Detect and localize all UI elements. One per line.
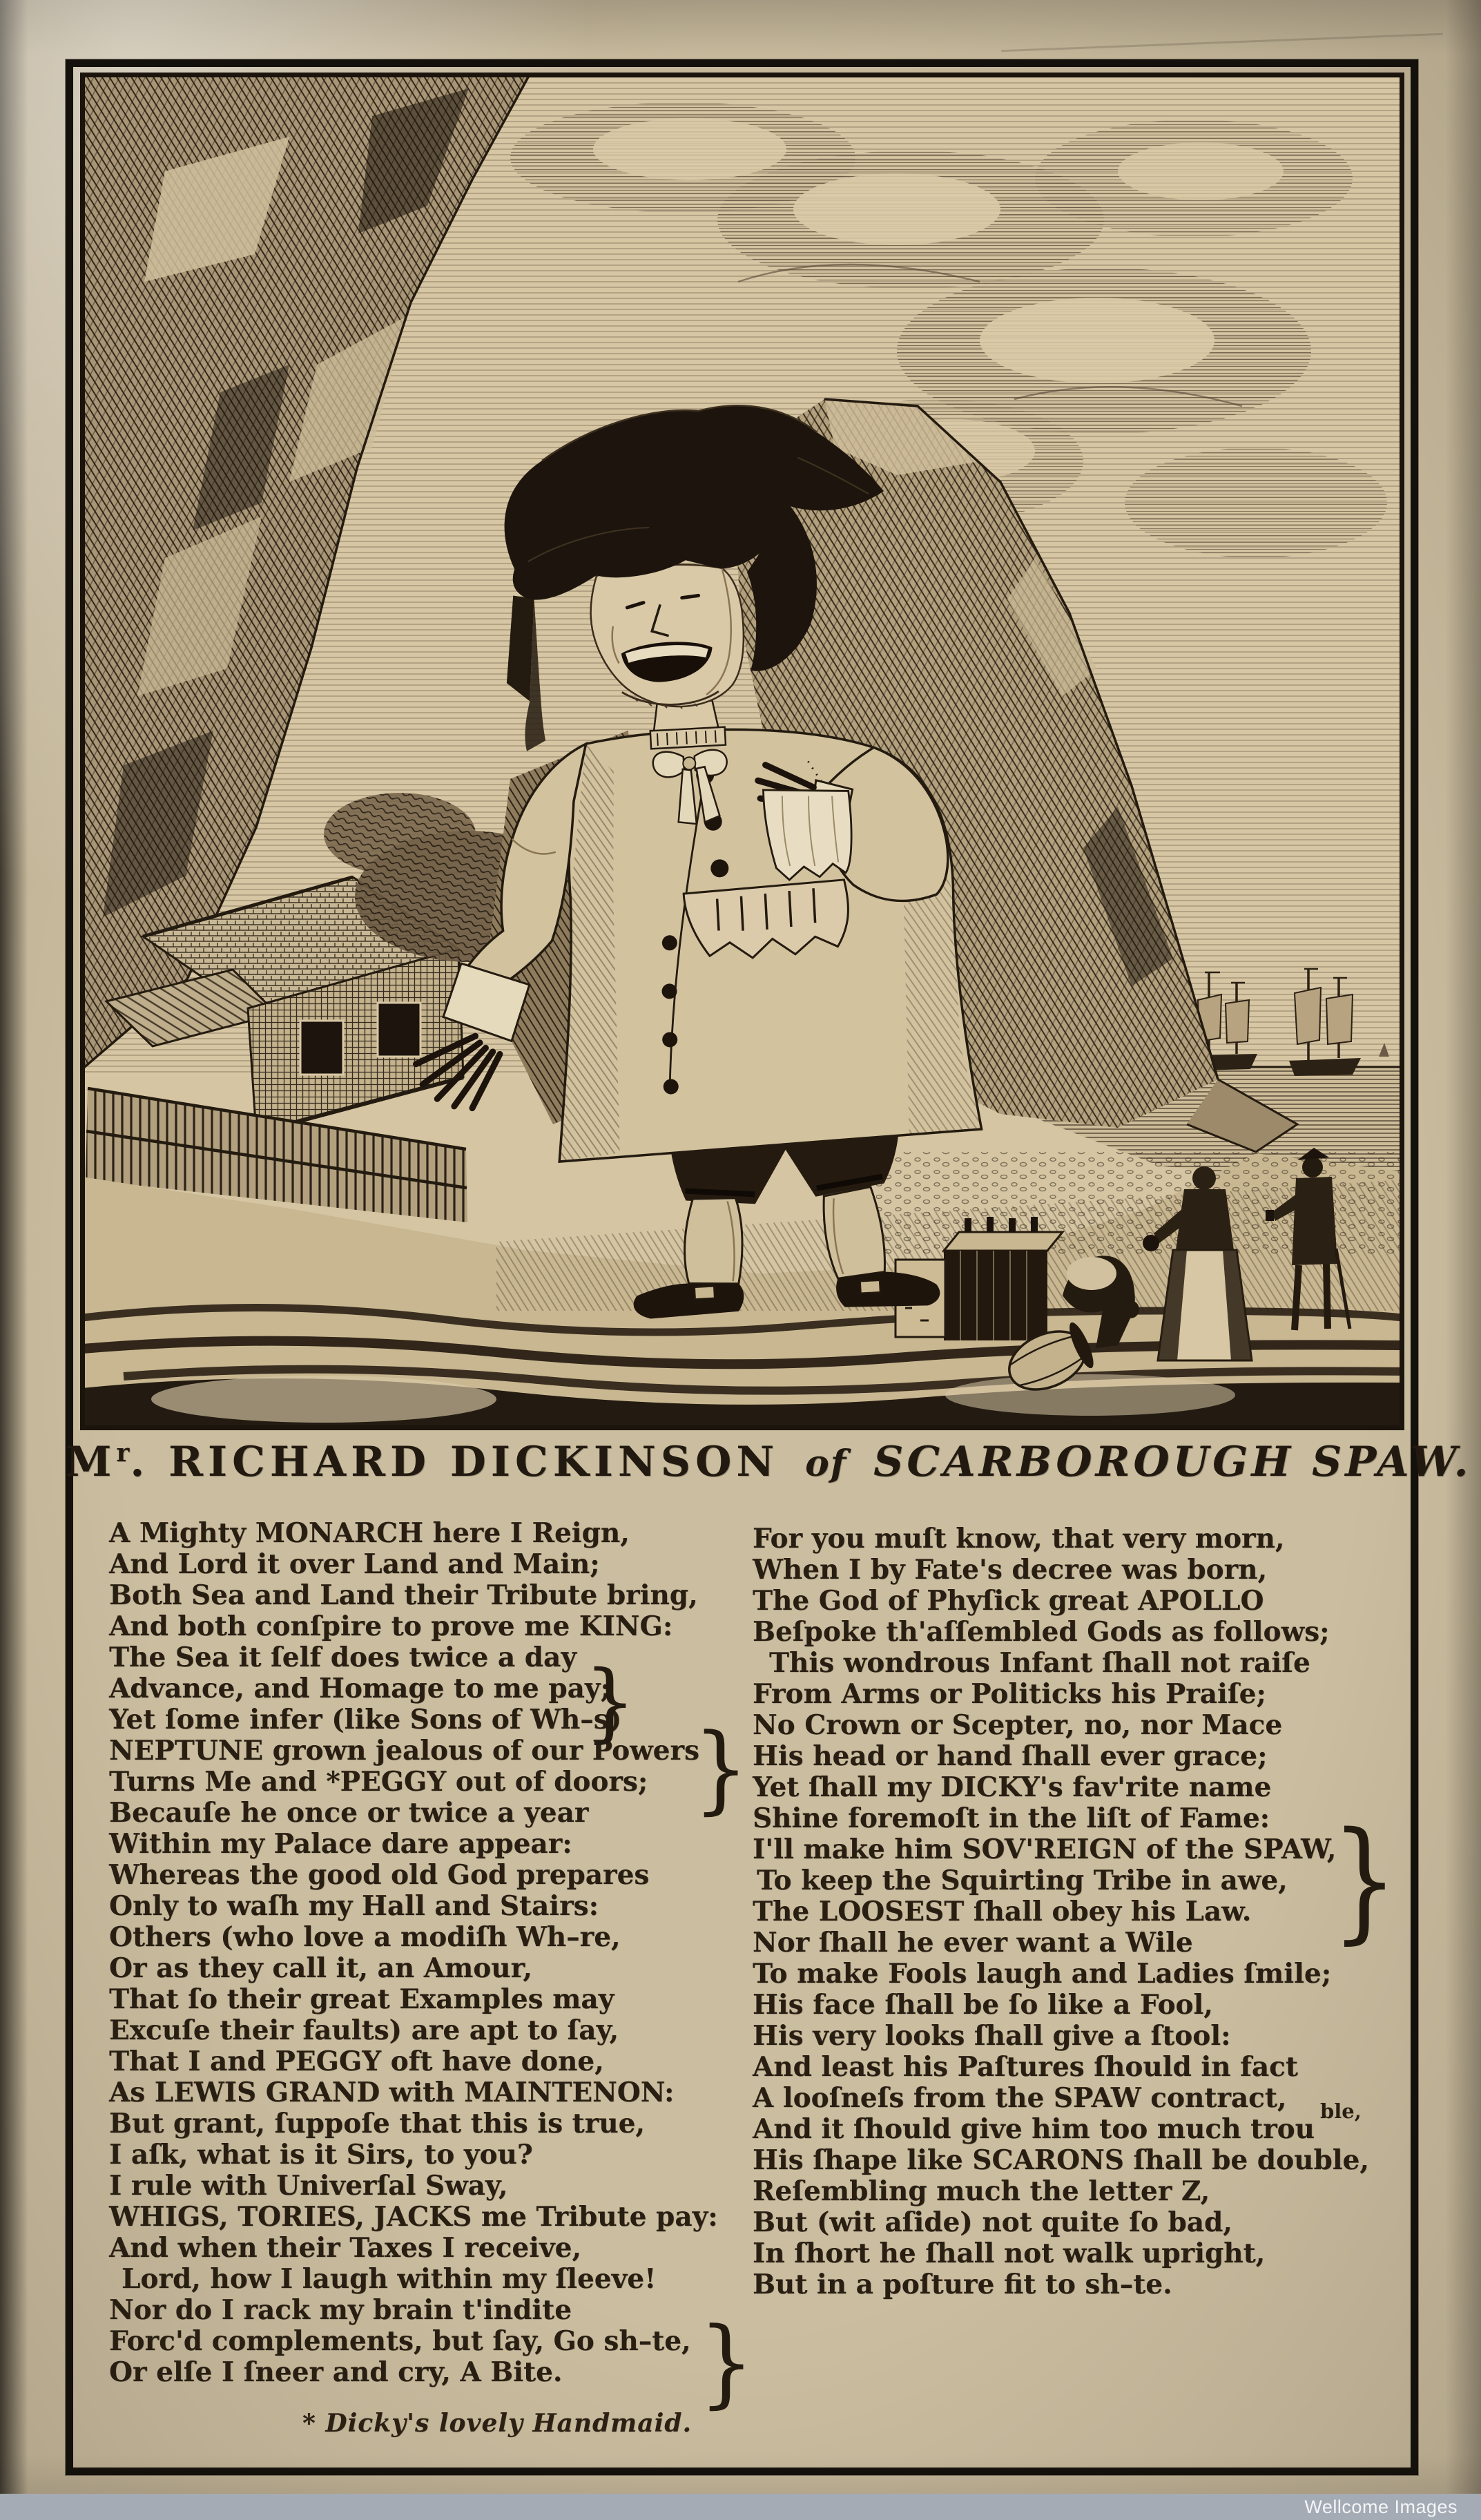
poem-line: Excuſe their faults) are apt to ſay,	[109, 2014, 619, 2046]
watermark-label: Wellcome Images	[1304, 2496, 1458, 2517]
title-place: SCARBOROUGH SPAW.	[873, 1438, 1472, 1486]
poem-column-left	[109, 1518, 744, 2388]
poem-line: Forc'd complements, but ſay, Go sh–te,	[109, 2325, 691, 2357]
poem-line: But in a poſture fit to sh–te.	[753, 2269, 1172, 2300]
poem-line: His face ſhall be ſo like a Fool,	[753, 1989, 1213, 2021]
poem-line: Advance, and Homage to me pay;	[109, 1673, 610, 1704]
verse-brace: }	[1331, 1803, 1398, 1956]
poem-line: Lord, how I laugh within my ſleeve!	[122, 2263, 657, 2295]
poem-line: Both Sea and Land their Tribute bring,	[109, 1579, 698, 1611]
poem-line: Only to waſh my Hall and Stairs:	[109, 1890, 599, 1922]
poem-line: His head or hand ſhall ever grace;	[753, 1740, 1268, 1772]
poem-line: In ſhort he ſhall not walk upright,	[753, 2238, 1266, 2269]
stocking	[681, 1196, 744, 1286]
verse-brace: }	[693, 1712, 749, 1825]
poem-line: NEPTUNE grown jealous of our Powers	[109, 1735, 699, 1767]
poem-line: And least his Paſtures ſhould in fact	[753, 2051, 1298, 2083]
poem-line: Becauſe he once or twice a year	[109, 1797, 589, 1829]
poem-line: I rule with Univerſal Sway,	[109, 2170, 508, 2202]
poem-line: To make Fools laugh and Ladies ſmile;	[753, 1958, 1332, 1990]
poem-line: Yet ſhall my DICKY's fav'rite name	[753, 1771, 1272, 1803]
poem-line: And both conſpire to prove me KING:	[109, 1610, 673, 1642]
poem-line: For you muſt know, that very morn,	[753, 1523, 1285, 1555]
poem-line: Beſpoke th'aſſembled Gods as follows;	[753, 1616, 1330, 1648]
etching-illustration	[82, 75, 1402, 1428]
poem-line: And it ſhould give him too much trou	[753, 2113, 1315, 2145]
etching-panel	[82, 75, 1402, 1428]
cottage-window	[300, 1021, 343, 1075]
poem-line: The LOOSEST ſhall obey his Law.	[753, 1896, 1252, 1927]
poem-line: Or as they call it, an Amour,	[109, 1952, 532, 1984]
verse-brace: }	[699, 2306, 755, 2418]
poem-line: The God of Phyſick great APOLLO	[753, 1585, 1264, 1617]
poem-line: I'll make him SOV'REIGN of the SPAW,	[753, 1834, 1337, 1865]
watermark-bar	[0, 2494, 1481, 2520]
poem-line: Turns Me and *PEGGY out of doors;	[109, 1766, 648, 1798]
footnote: * Dicky's lovely Handmaid.	[302, 2409, 692, 2438]
poem-line: But (wit aſide) not quite ſo bad,	[753, 2206, 1232, 2238]
poem-line: And when their Taxes I receive,	[109, 2232, 582, 2264]
poem-line: Yet ſome infer (like Sons of Wh–s)	[109, 1704, 622, 1735]
poem-line: A looſneſs from the SPAW contract,	[753, 2082, 1287, 2114]
poem-line: His ſhape like SCARONS ſhall be double,	[753, 2144, 1369, 2176]
cottage-window	[378, 1003, 420, 1057]
page-title	[66, 1438, 1472, 1486]
poem-line: Within my Palace dare appear:	[109, 1828, 572, 1860]
poem-line: That ſo their great Examples may	[109, 1983, 614, 2015]
poem-line: But grant, ſuppoſe that this is true,	[109, 2108, 645, 2139]
poem-line: I aſk, what is it Sirs, to you?	[109, 2139, 533, 2171]
poem-line: As LEWIS GRAND with MAINTENON:	[109, 2077, 675, 2108]
poem-line: And Lord it over Land and Main;	[109, 1548, 600, 1580]
poem-line: Or elſe I ſneer and cry, A Bite.	[109, 2356, 563, 2388]
poem-line: Reſembling much the letter Z,	[753, 2175, 1210, 2207]
poem-line: His very looks ſhall give a ſtool:	[753, 2020, 1231, 2052]
poem-line: Nor do I rack my brain t'indite	[109, 2294, 572, 2326]
poem-line: Others (who love a modiſh Wh–re,	[109, 1921, 621, 1953]
poem-line: Nor ſhall he ever want a Wile	[753, 1927, 1193, 1959]
poem-line: WHIGS, TORIES, JACKS me Tribute pay:	[109, 2201, 718, 2233]
poem-line: This wondrous Infant ſhall not raiſe	[769, 1647, 1310, 1679]
poem-line: From Arms or Politicks his Praiſe;	[753, 1678, 1266, 1710]
title-honorific: $M^r$.	[66, 1438, 150, 1486]
poem-line: Shine foremoſt in the liſt of Fame:	[753, 1802, 1270, 1834]
catchword-turnover: ble,	[1320, 2099, 1362, 2123]
verse-brace: }	[584, 1651, 637, 1752]
poem-line: When I by Fate's decree was born,	[753, 1554, 1268, 1586]
poem-column-right	[753, 1523, 1402, 2300]
poem-line: A Mighty MONARCH here I Reign,	[109, 1517, 630, 1549]
title-name: RICHARD DICKINSON	[168, 1438, 780, 1486]
poem-line: To keep the Squirting Tribe in awe,	[757, 1865, 1288, 1896]
poem-line: Whereas the good old God prepares	[109, 1859, 650, 1891]
poem-line: No Crown or Scepter, no, nor Mace	[753, 1709, 1283, 1741]
poem-line: That I and PEGGY oft have done,	[109, 2046, 604, 2077]
title-of: of	[805, 1443, 848, 1485]
poem-line: The Sea it ſelf does twice a day	[109, 1642, 577, 1673]
